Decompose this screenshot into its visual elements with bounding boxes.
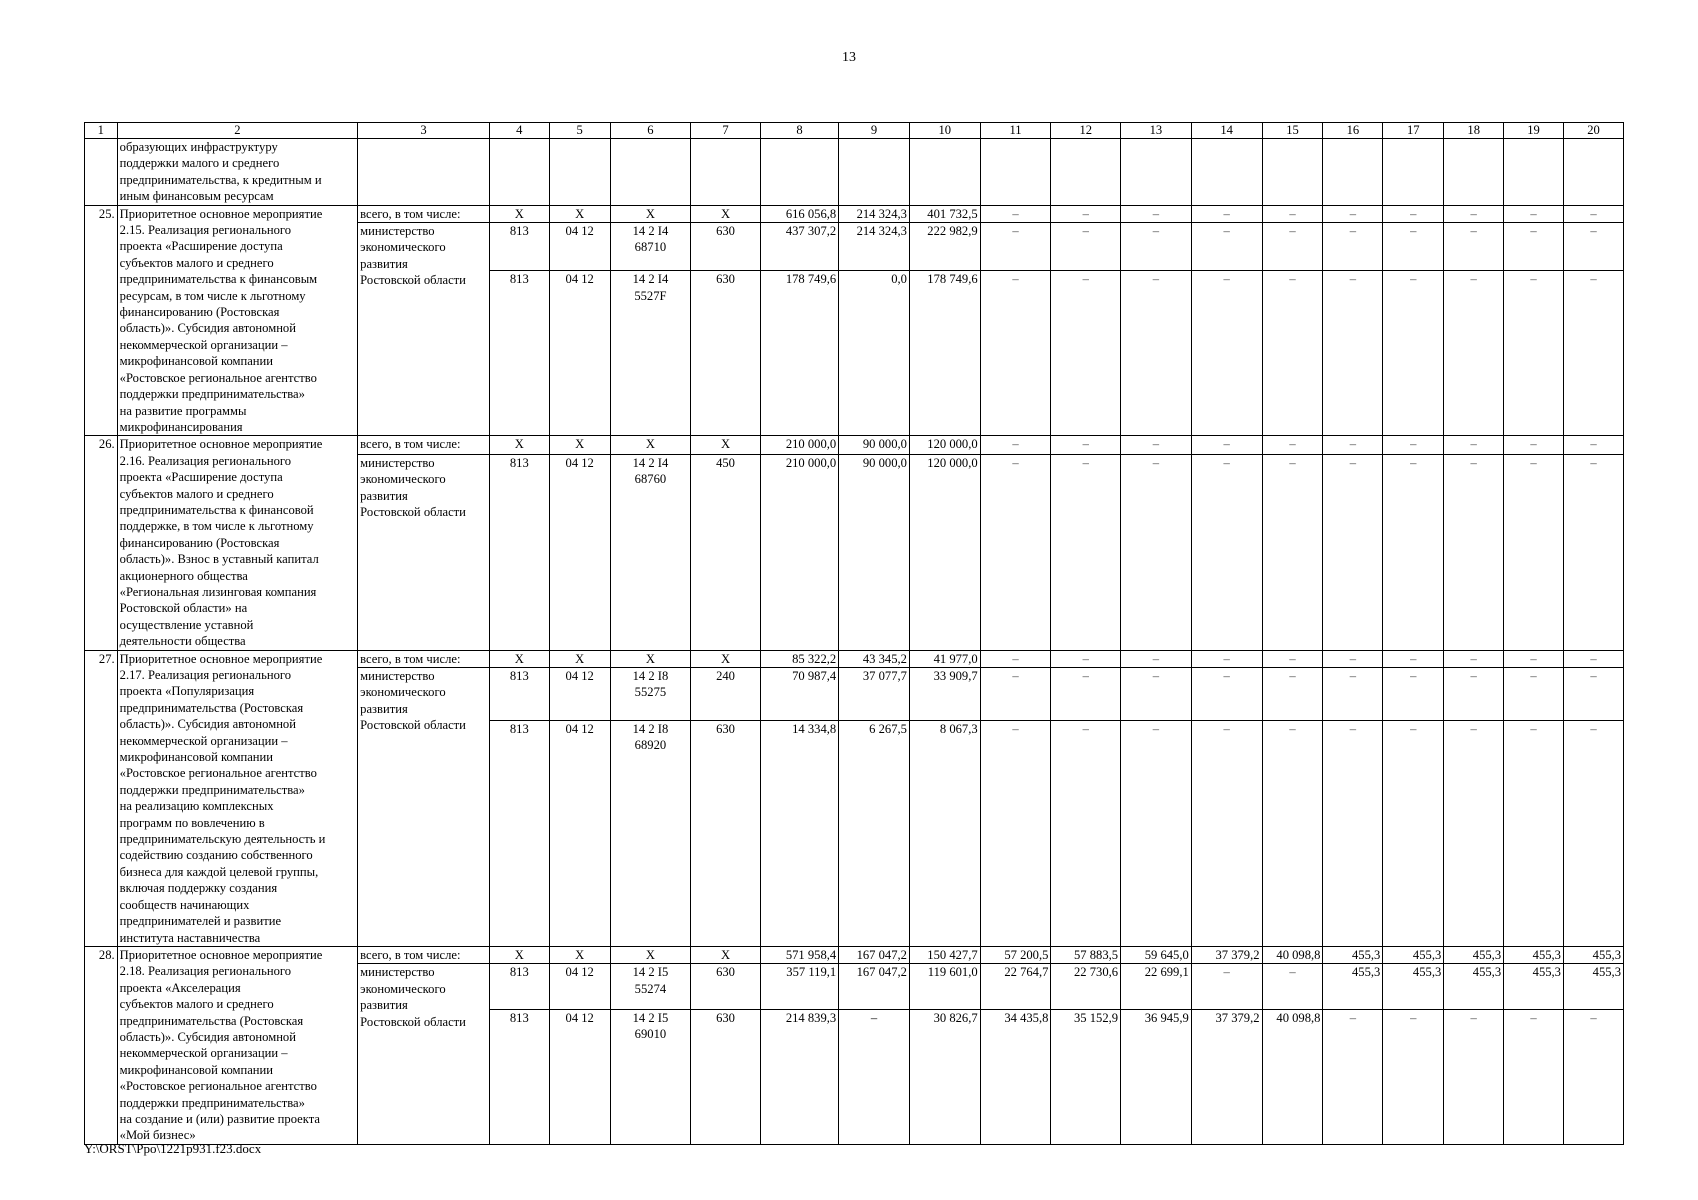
year-amount-cell: – [1121,650,1192,667]
year-amount-cell: – [1504,650,1564,667]
amount-cell: 8 067,3 [909,720,980,946]
code-cell: 04 12 [549,223,610,271]
code-cell: 630 [691,1009,761,1144]
amount-cell: 437 307,2 [760,223,838,271]
year-amount-cell: – [1563,436,1623,455]
column-number-cell: 19 [1504,123,1564,139]
code-cell: 240 [691,668,761,721]
total-label: всего, в том числе: [358,436,490,455]
code-cell: 04 12 [549,271,610,436]
code-cell: X [549,436,610,455]
empty-cell [1504,139,1564,206]
amount-cell: 37 077,7 [839,668,910,721]
amount-cell: 41 977,0 [909,650,980,667]
year-amount-cell: 455,3 [1563,964,1623,1009]
year-amount-cell: 455,3 [1323,964,1383,1009]
code-cell: 04 12 [549,720,610,946]
code-cell: 630 [691,223,761,271]
year-amount-cell: – [1323,668,1383,721]
page-number: 13 [842,50,856,65]
empty-cell [1563,139,1623,206]
target-code-cell: 14 2 I4 68710 [610,223,691,271]
column-number-cell: 16 [1323,123,1383,139]
year-amount-cell: 455,3 [1563,946,1623,963]
activity-total-row [85,205,1624,222]
year-amount-cell: – [1051,668,1121,721]
year-amount-cell: – [1444,455,1504,651]
year-amount-cell: – [1383,271,1444,436]
year-amount-cell: – [1191,223,1262,271]
year-amount-cell: 57 200,5 [980,946,1051,963]
year-amount-cell: – [1563,271,1623,436]
code-cell: 630 [691,720,761,946]
year-amount-cell: – [1563,720,1623,946]
year-amount-cell: – [1383,455,1444,651]
year-amount-cell: – [1383,223,1444,271]
year-amount-cell: – [980,205,1051,222]
year-amount-cell: – [1262,436,1323,455]
year-amount-cell: 455,3 [1504,964,1564,1009]
year-amount-cell: – [1383,1009,1444,1144]
column-number-cell: 3 [358,123,490,139]
year-amount-cell: – [1121,271,1192,436]
total-label: всего, в том числе: [358,205,490,222]
year-amount-cell: – [980,668,1051,721]
column-number-cell: 6 [610,123,691,139]
year-amount-cell: – [1051,271,1121,436]
target-code-cell: 14 2 I4 68760 [610,455,691,651]
year-amount-cell: 455,3 [1323,946,1383,963]
year-amount-cell: – [1262,668,1323,721]
empty-cell [909,139,980,206]
year-amount-cell: – [1504,455,1564,651]
code-cell: X [691,436,761,455]
code-cell: X [489,946,549,963]
empty-cell [358,139,490,206]
year-amount-cell: – [1051,455,1121,651]
year-amount-cell: – [1051,436,1121,455]
continuation-row [85,139,1624,206]
empty-cell [549,139,610,206]
year-amount-cell: 22 730,6 [1051,964,1121,1009]
column-number-cell: 15 [1262,123,1323,139]
year-amount-cell: – [1563,455,1623,651]
activity-total-row [85,946,1624,963]
year-amount-cell: – [1504,205,1564,222]
year-amount-cell: – [1051,650,1121,667]
year-amount-cell: – [1444,720,1504,946]
executor-cell: министерство экономического развития Ростовской области [358,223,490,436]
code-cell: X [549,946,610,963]
year-amount-cell: – [1383,668,1444,721]
empty-cell [1323,139,1383,206]
empty-cell [1121,139,1192,206]
target-code-cell: 14 2 I8 55275 [610,668,691,721]
year-amount-cell: 40 098,8 [1262,946,1323,963]
year-amount-cell: 455,3 [1504,946,1564,963]
target-code-cell: 14 2 I8 68920 [610,720,691,946]
empty-cell [839,139,910,206]
empty-cell [691,139,761,206]
year-amount-cell: – [1191,271,1262,436]
target-code-cell: 14 2 I4 5527F [610,271,691,436]
target-code-cell: 14 2 I5 69010 [610,1009,691,1144]
year-amount-cell: – [1563,668,1623,721]
year-amount-cell: – [1323,455,1383,651]
code-cell: 630 [691,964,761,1009]
year-amount-cell: – [980,271,1051,436]
year-amount-cell: – [1121,455,1192,651]
column-number-cell: 1 [85,123,118,139]
code-cell: X [489,650,549,667]
year-amount-cell: – [1444,205,1504,222]
year-amount-cell: – [1383,720,1444,946]
year-amount-cell: – [980,223,1051,271]
empty-cell [980,139,1051,206]
year-amount-cell: – [1262,223,1323,271]
amount-cell: 178 749,6 [760,271,838,436]
year-amount-cell: – [1323,205,1383,222]
column-number-cell: 11 [980,123,1051,139]
code-cell: 630 [691,271,761,436]
column-number-cell: 2 [117,123,358,139]
code-cell: 813 [489,668,549,721]
amount-cell: 85 322,2 [760,650,838,667]
amount-cell: 6 267,5 [839,720,910,946]
year-amount-cell: – [1051,223,1121,271]
code-cell: X [610,205,691,222]
amount-cell: 401 732,5 [909,205,980,222]
code-cell: 813 [489,964,549,1009]
year-amount-cell: 40 098,8 [1262,1009,1323,1144]
code-cell: 813 [489,271,549,436]
amount-cell: 30 826,7 [909,1009,980,1144]
activity-number: 27. [85,650,118,946]
code-cell: X [489,205,549,222]
year-amount-cell: – [1051,720,1121,946]
amount-cell: 0,0 [839,271,910,436]
column-number-cell: 4 [489,123,549,139]
target-code-cell: 14 2 I5 55274 [610,964,691,1009]
column-number-cell: 8 [760,123,838,139]
column-number-cell: 17 [1383,123,1444,139]
column-number-cell: 10 [909,123,980,139]
amount-cell: 70 987,4 [760,668,838,721]
year-amount-cell: – [1504,1009,1564,1144]
year-amount-cell: – [1191,436,1262,455]
empty-cell [85,139,118,206]
amount-cell: 210 000,0 [760,455,838,651]
code-cell: X [610,946,691,963]
amount-cell: 357 119,1 [760,964,838,1009]
code-cell: 813 [489,720,549,946]
amount-cell: 214 324,3 [839,223,910,271]
amount-cell: 14 334,8 [760,720,838,946]
amount-cell: 120 000,0 [909,455,980,651]
year-amount-cell: – [1444,436,1504,455]
year-amount-cell: – [1444,668,1504,721]
year-amount-cell: – [980,720,1051,946]
year-amount-cell: – [1323,650,1383,667]
year-amount-cell: 37 379,2 [1191,946,1262,963]
year-amount-cell: 57 883,5 [1051,946,1121,963]
code-cell: 04 12 [549,455,610,651]
column-number-row [85,123,1624,139]
continued-description: образующих инфраструктуру поддержки малого и среднего предпринимательства, к кредитным и иным финансовым ресурсам [117,139,358,206]
column-number-cell: 14 [1191,123,1262,139]
year-amount-cell: – [1323,223,1383,271]
year-amount-cell: – [1444,223,1504,271]
total-label: всего, в том числе: [358,946,490,963]
year-amount-cell: – [1504,223,1564,271]
code-cell: 04 12 [549,668,610,721]
code-cell: X [489,436,549,455]
year-amount-cell: – [1262,650,1323,667]
year-amount-cell: – [1262,455,1323,651]
year-amount-cell: – [1191,720,1262,946]
code-cell: X [549,205,610,222]
activity-number: 28. [85,946,118,1144]
amount-cell: 571 958,4 [760,946,838,963]
code-cell: 813 [489,223,549,271]
activity-number: 26. [85,436,118,650]
year-amount-cell: – [1504,668,1564,721]
activity-description: Приоритетное основное мероприятие 2.17. Реализация регионального проекта «Популяризация предпринимательства (Ростовская область)». Субсидия автономной некоммерческой организации – микрофинансовой компании «Ростовское региональное агентство поддержки предпринимательства» на реализацию комплексных программ по вовлечению в предпринимательскую деятельность и содействию созданию собственного бизнеса для каждой целевой группы, включая поддержку создания сообществ начинающих предпринимателей и развитие института наставничества [117,650,358,946]
empty-cell [610,139,691,206]
year-amount-cell: – [1262,720,1323,946]
code-cell: X [691,650,761,667]
empty-cell [1444,139,1504,206]
year-amount-cell: 455,3 [1444,964,1504,1009]
year-amount-cell: – [1191,964,1262,1009]
executor-cell: министерство экономического развития Ростовской области [358,964,490,1144]
code-cell: X [549,650,610,667]
amount-cell: 43 345,2 [839,650,910,667]
year-amount-cell: – [1504,436,1564,455]
year-amount-cell: – [1383,650,1444,667]
amount-cell: 90 000,0 [839,455,910,651]
code-cell: 813 [489,455,549,651]
amount-cell: 167 047,2 [839,964,910,1009]
table-body [85,123,1624,1145]
column-number-cell: 18 [1444,123,1504,139]
year-amount-cell: – [1444,1009,1504,1144]
executor-cell: министерство экономического развития Ростовской области [358,455,490,651]
activity-total-row [85,436,1624,455]
code-cell: X [691,205,761,222]
year-amount-cell: – [1121,668,1192,721]
year-amount-cell: – [1323,1009,1383,1144]
year-amount-cell: – [1262,964,1323,1009]
year-amount-cell: – [1051,205,1121,222]
amount-cell: – [839,1009,910,1144]
column-number-cell: 7 [691,123,761,139]
amount-cell: 33 909,7 [909,668,980,721]
year-amount-cell: – [1563,205,1623,222]
year-amount-cell: – [1262,271,1323,436]
code-cell: 450 [691,455,761,651]
code-cell: X [610,436,691,455]
year-amount-cell: – [980,436,1051,455]
year-amount-cell: – [1121,436,1192,455]
amount-cell: 167 047,2 [839,946,910,963]
year-amount-cell: – [1504,720,1564,946]
year-amount-cell: – [1323,436,1383,455]
column-number-cell: 12 [1051,123,1121,139]
year-amount-cell: 455,3 [1444,946,1504,963]
year-amount-cell: – [1504,271,1564,436]
year-amount-cell: – [1563,650,1623,667]
activity-description: Приоритетное основное мероприятие 2.16. Реализация регионального проекта «Расширение доступа субъектов малого и среднего предпринимательства к финансовой поддержке, в том числе к льготному финансированию (Ростовская область)». Взнос в уставный капитал акционерного общества «Региональная лизинговая компания Ростовской области» на осуществление уставной деятельности общества [117,436,358,650]
amount-cell: 120 000,0 [909,436,980,455]
year-amount-cell: 34 435,8 [980,1009,1051,1144]
empty-cell [489,139,549,206]
year-amount-cell: – [1383,436,1444,455]
year-amount-cell: – [1444,650,1504,667]
code-cell: X [610,650,691,667]
year-amount-cell: 22 764,7 [980,964,1051,1009]
year-amount-cell: – [1563,223,1623,271]
amount-cell: 214 324,3 [839,205,910,222]
activity-total-row [85,650,1624,667]
year-amount-cell: 455,3 [1383,946,1444,963]
year-amount-cell: – [1563,1009,1623,1144]
column-number-cell: 5 [549,123,610,139]
code-cell: 04 12 [549,964,610,1009]
amount-cell: 210 000,0 [760,436,838,455]
column-number-cell: 20 [1563,123,1623,139]
empty-cell [1051,139,1121,206]
empty-cell [1191,139,1262,206]
code-cell: X [691,946,761,963]
empty-cell [1383,139,1444,206]
amount-cell: 150 427,7 [909,946,980,963]
budget-table [84,122,1624,1145]
year-amount-cell: 22 699,1 [1121,964,1192,1009]
amount-cell: 178 749,6 [909,271,980,436]
amount-cell: 222 982,9 [909,223,980,271]
year-amount-cell: – [1444,271,1504,436]
amount-cell: 119 601,0 [909,964,980,1009]
empty-cell [1262,139,1323,206]
column-number-cell: 9 [839,123,910,139]
year-amount-cell: – [1323,720,1383,946]
year-amount-cell: – [980,650,1051,667]
activity-description: Приоритетное основное мероприятие 2.18. Реализация регионального проекта «Акселерация субъектов малого и среднего предпринимательства (Ростовская область)». Субсидия автономной некоммерческой организации – микрофинансовой компании «Ростовское региональное агентство поддержки предпринимательства» на создание и (или) развитие проекта «Мой бизнес» [117,946,358,1144]
year-amount-cell: – [1191,205,1262,222]
year-amount-cell: – [1383,205,1444,222]
year-amount-cell: – [1191,668,1262,721]
year-amount-cell: – [1191,455,1262,651]
year-amount-cell: – [1121,205,1192,222]
code-cell: 813 [489,1009,549,1144]
year-amount-cell: – [1191,650,1262,667]
column-number-cell: 13 [1121,123,1192,139]
empty-cell [760,139,838,206]
year-amount-cell: – [1121,223,1192,271]
executor-cell: министерство экономического развития Ростовской области [358,668,490,947]
code-cell: 04 12 [549,1009,610,1144]
year-amount-cell: 36 945,9 [1121,1009,1192,1144]
file-path-footer: Y:\ORST\Ppo\1221p931.f23.docx [84,1141,262,1156]
activity-description: Приоритетное основное мероприятие 2.15. Реализация регионального проекта «Расширение доступа субъектов малого и среднего предпринимательства к финансовым ресурсам, в том числе к льготному финансированию (Ростовская область)». Субсидия автономной некоммерческой организации – микрофинансовой компании «Ростовское региональное агентство поддержки предпринимательства» на развитие программы микрофинансирования [117,205,358,436]
year-amount-cell: 37 379,2 [1191,1009,1262,1144]
year-amount-cell: – [1262,205,1323,222]
year-amount-cell: – [1121,720,1192,946]
amount-cell: 616 056,8 [760,205,838,222]
amount-cell: 90 000,0 [839,436,910,455]
total-label: всего, в том числе: [358,650,490,667]
year-amount-cell: – [980,455,1051,651]
year-amount-cell: 59 645,0 [1121,946,1192,963]
activity-number: 25. [85,205,118,436]
amount-cell: 214 839,3 [760,1009,838,1144]
year-amount-cell: – [1323,271,1383,436]
year-amount-cell: 35 152,9 [1051,1009,1121,1144]
year-amount-cell: 455,3 [1383,964,1444,1009]
